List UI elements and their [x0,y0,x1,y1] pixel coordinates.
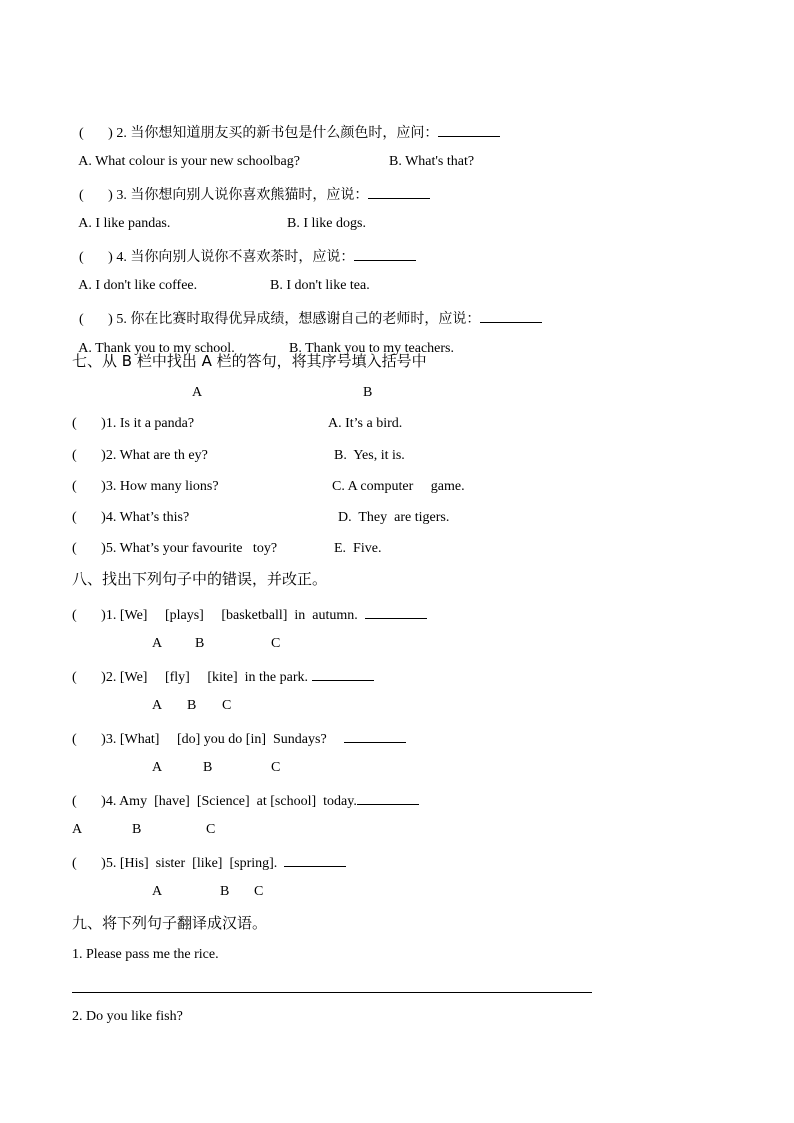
correction-blank[interactable] [365,604,427,619]
answer-paren[interactable]: ( )1. [72,608,117,623]
q6-3-line [72,166,430,203]
sentence: [We] [fly] [kite] in the park. [119,670,309,685]
q6-5-option-a [72,322,235,356]
s7-row-3 [72,478,219,496]
question: What’s your favourite toy? [119,541,278,556]
letter-c: C [222,698,232,713]
correction-blank[interactable] [344,728,406,743]
answer-blank[interactable] [368,184,430,199]
q6-5-line [72,290,542,327]
answer-line[interactable] [72,992,592,993]
option-b: B. What's that? [389,154,475,169]
section8-heading: 八、找出下列句子中的错误，并改正。 [72,570,328,588]
s8-row-3 [72,728,406,746]
sentence: [We] [plays] [basketball] in autumn. [119,608,358,623]
s7-answer-2: B. Yes, it is. [334,448,405,463]
column-b-label: B [363,385,373,400]
question: What are th ey? [119,448,208,463]
letter-a: A [152,760,163,775]
sentence: [His] sister [like] [spring]. [119,856,278,871]
answer-paren[interactable]: ( )5. [72,856,117,871]
translate-item-2: 2. Do you like fish? [72,1009,183,1024]
answer-paren[interactable]: ( ) 2. [79,126,127,141]
answer-paren[interactable]: ( )3. [72,479,117,494]
letter-c: C [206,822,216,837]
letter-c: C [271,760,281,775]
question-text: 当你向别人说你不喜欢茶时，应说： [130,249,355,265]
letter-a: A [152,698,163,713]
s8-row-2 [72,666,374,684]
answer-paren[interactable]: ( ) 5. [79,312,127,327]
letter-b: B [132,822,142,837]
answer-paren[interactable]: ( )1. [72,416,117,431]
option-a: A. I don't like coffee. [78,278,198,293]
letter-b: B [203,760,213,775]
option-a: A. What colour is your new schoolbag? [78,154,300,169]
letter-c: C [271,636,281,651]
q6-4-option-b [263,259,370,293]
letter-c: C [254,884,264,899]
option-a: A. I like pandas. [78,216,171,231]
question: Is it a panda? [119,416,195,431]
option-b: B. I like dogs. [287,216,366,231]
translate-item-1: 1. Please pass me the rice. [72,947,219,962]
answer-paren[interactable]: ( )2. [72,448,117,463]
correction-blank[interactable] [284,852,346,867]
answer-paren[interactable]: ( ) 3. [79,188,127,203]
q6-4-option-a [72,259,198,293]
q6-4-line [72,228,416,265]
answer-paren[interactable]: ( )4. [72,510,117,525]
s7-answer-5: E. Five. [334,541,382,556]
answer-paren[interactable]: ( )4. [72,794,117,809]
letter-b: B [187,698,197,713]
question: What’s this? [119,510,190,525]
q6-3-option-b [280,197,366,231]
answer-paren[interactable]: ( )5. [72,541,117,556]
section9-heading: 九、将下列句子翻译成汉语。 [72,914,268,932]
s7-row-5 [72,540,277,558]
q6-2-line [72,104,500,141]
s7-answer-3: C. A computer game. [332,479,465,494]
s7-row-4 [72,509,189,527]
s8-row-4 [72,790,419,808]
option-b: B. I don't like tea. [270,278,370,293]
sentence: Amy [have] [Science] at [school] today. [119,794,357,809]
correction-blank[interactable] [312,666,374,681]
s7-row-2 [72,447,208,465]
s7-row-1 [72,415,194,433]
section7-heading: 七、从 B 栏中找出 A 栏的答句，将其序号填入括号中 [72,352,427,370]
option-a: A. Thank you to my school. [78,341,235,356]
option-b: B. Thank you to my teachers. [289,341,454,356]
answer-blank[interactable] [480,308,542,323]
q6-3-option-a [72,197,171,231]
s8-row-1 [72,604,427,622]
s8-row-5 [72,852,346,870]
answer-paren[interactable]: ( ) 4. [79,250,127,265]
correction-blank[interactable] [357,790,419,805]
sentence: [What] [do] you do [in] Sundays? [119,732,327,747]
s7-answer-1: A. It’s a bird. [328,416,403,431]
q6-2-option-b [382,135,475,169]
letter-b: B [195,636,205,651]
question-text: 当你想向别人说你喜欢熊猫时，应说： [130,187,369,203]
q6-2-options [72,135,300,169]
letter-a: A [152,884,163,899]
letter-a: A [152,636,163,651]
answer-paren[interactable]: ( )2. [72,670,117,685]
letter-b: B [220,884,230,899]
question-text: 你在比赛时取得优异成绩，想感谢自己的老师时，应说： [130,311,481,327]
answer-paren[interactable]: ( )3. [72,732,117,747]
column-a-label: A [192,385,203,400]
q6-5-option-b [282,322,454,356]
letter-a: A [72,822,83,837]
question: How many lions? [119,479,219,494]
s7-answer-4: D. They are tigers. [338,510,450,525]
question-text: 当你想知道朋友买的新书包是什么颜色时，应问： [130,125,439,141]
